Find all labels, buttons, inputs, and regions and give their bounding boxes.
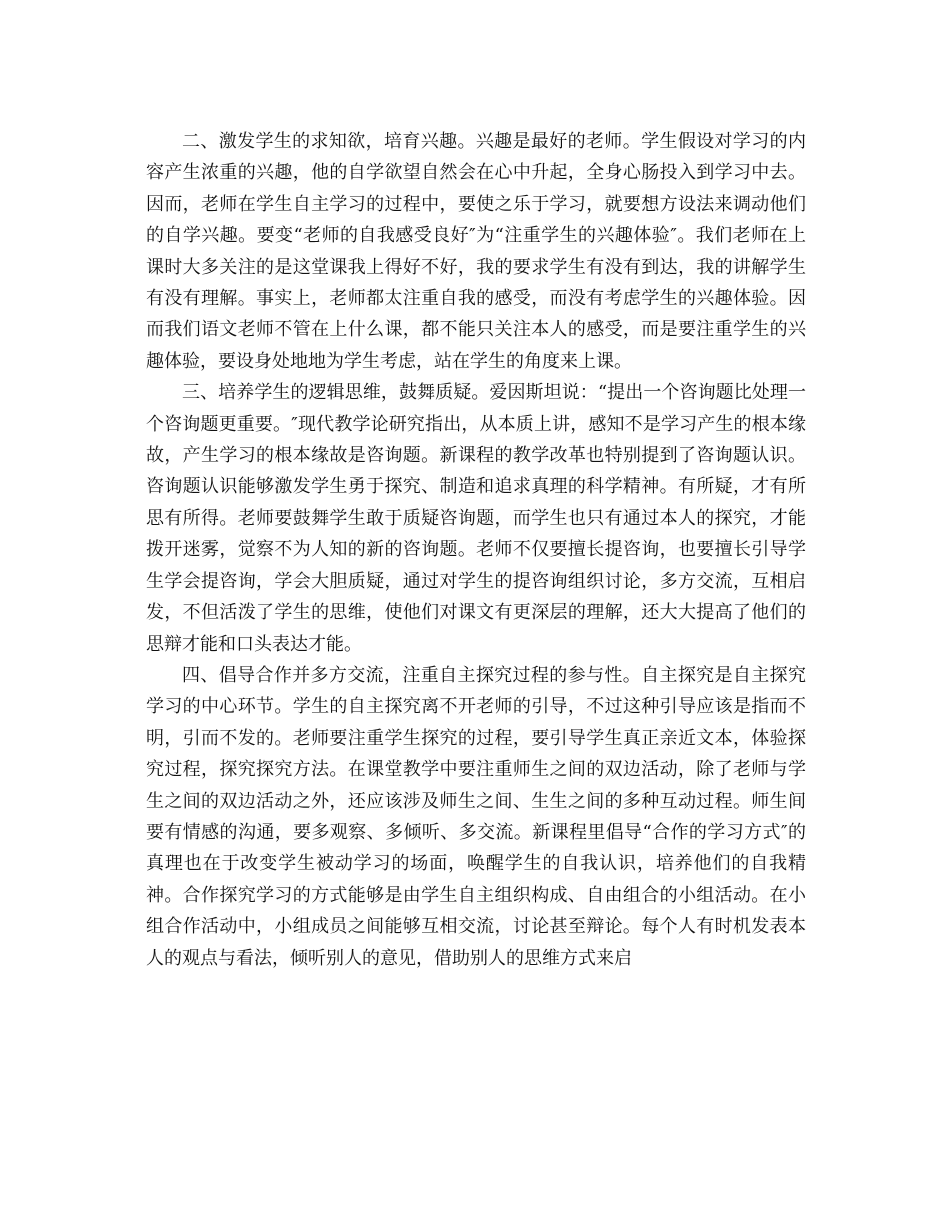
paragraph-logical-thinking: 三、培养学生的逻辑思维，鼓舞质疑。爱因斯坦说：“提出一个咨询题比处理一个咨询题更重要。″现代教学论研究指出，从本质上讲，感知不是学习产生的根本缘故，产生学习的根本缘故是咨询题。新课程的教学改革也特别提到了咨询题认识。咨询题认识能够激发学生勇于探究、制造和追求真理的科学精神。有所疑，才有所思有所得。老师要鼓舞学生敢于质疑咨询题，而学生也只有通过本人的探究，才能拨开迷雾，觉察不为人知的新的咨询题。老师不仅要擅长提咨询，也要擅长引导学生学会提咨询，学会大胆质疑，通过对学生的提咨询组织讨论，多方交流，互相启发，不但活泼了学生的思维，使他们对课文有更深层的理解，还大大提高了他们的思辩才能和口头表达才能。 — [146, 382, 806, 655]
document-body — [146, 126, 806, 974]
paragraph-interest: 二、激发学生的求知欲，培育兴趣。兴趣是最好的老师。学生假设对学习的内容产生浓重的兴趣，他的自学欲望自然会在心中升起，全身心肠投入到学习中去。因而，老师在学生自主学习的过程中，要使之乐于学习，就要想方设法来调动他们的自学兴趣。要变“老师的自我感受良好″为“注重学生的兴趣体验″。我们老师在上课时大多关注的是这堂课我上得好不好，我的要求学生有没有到达，我的讲解学生有没有理解。事实上，老师都太注重自我的感受，而没有考虑学生的兴趣体验。因而我们语文老师不管在上什么课，都不能只关注本人的感受，而是要注重学生的兴趣体验，要设身处地地为学生考虑，站在学生的角度来上课。 — [146, 131, 806, 372]
paragraph-cooperation: 四、倡导合作并多方交流，注重自主探究过程的参与性。自主探究是自主探究学习的中心环节。学生的自主探究离不开老师的引导，不过这种引导应该是指而不明，引而不发的。老师要注重学生探究的过程，要引导学生真正亲近文本，体验探究过程，探究探究方法。在课堂教学中要注重师生之间的双边活动，除了老师与学生之间的双边活动之外，还应该涉及师生之间、生生之间的多种互动过程。师生间要有情感的沟通，要多观察、多倾听、多交流。新课程里倡导“合作的学习方式″的真理也在于改变学生被动学习的场面，唤醒学生的自我认识，培养他们的自我精神。合作探究学习的方式能够是由学生自主组织构成、自由组合的小组活动。在小组合作活动中，小组成员之间能够互相交流，讨论甚至辩论。每个人有时机发表本人的观点与看法，倾听别人的意见，借助别人的思维方式来启 — [146, 664, 806, 969]
